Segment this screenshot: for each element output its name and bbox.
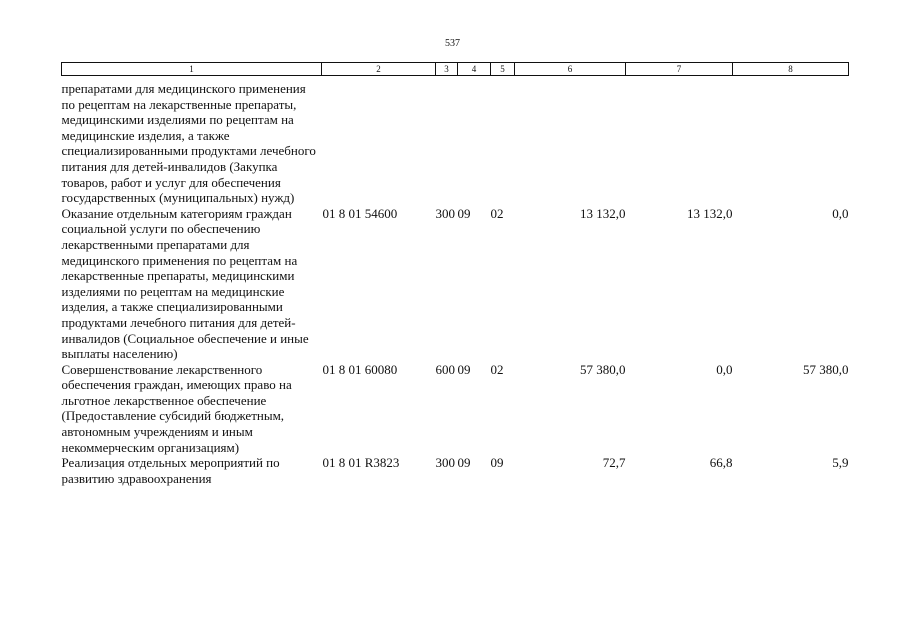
row-col-7: 13 132,0 xyxy=(687,205,733,221)
row-col-3: 300 xyxy=(435,455,455,471)
column-number-6: 6 xyxy=(515,63,626,76)
row-col-3: 600 xyxy=(435,361,455,377)
column-number-2: 2 xyxy=(322,63,436,76)
row-col-5: 02 xyxy=(490,205,504,221)
row-col-3: 300 xyxy=(435,205,455,221)
row-description: Совершенствование лекарственного обеспечения граждан, имеющих право на льготное лекарственное обеспечение (Предоставление субсидий бюджетным, автономным учреждениям и иным некоммерческим организациям) xyxy=(61,361,292,455)
row-description: препаратами для медицинского применения по рецептам на лекарственные препараты, медицинскими изделиями по рецептам на медицинские изделия, а также специализированными продуктами лечебного питания для детей-инвалидов (Закупка товаров, работ и услуг для обеспечения государственных (муниципальных) нужд) xyxy=(61,81,316,206)
row-col-5: 02 xyxy=(490,361,504,377)
page-number: 537 xyxy=(445,38,460,49)
table-row xyxy=(62,206,849,362)
budget-table xyxy=(61,62,849,486)
row-col-8: 57 380,0 xyxy=(803,361,849,377)
row-col-3 xyxy=(436,76,458,206)
row-col-4: 09 xyxy=(457,361,471,377)
table-row xyxy=(62,362,849,456)
row-col-7: 66,8 xyxy=(709,455,733,471)
row-col-6: 13 132,0 xyxy=(580,205,626,221)
table-row xyxy=(62,455,849,486)
column-number-3: 3 xyxy=(436,63,458,76)
table-header xyxy=(62,63,849,76)
row-code: 01 8 01 60080 xyxy=(322,361,398,377)
row-col-4: 09 xyxy=(457,205,471,221)
row-col-6: 57 380,0 xyxy=(580,361,626,377)
row-col-5: 09 xyxy=(490,455,504,471)
column-number-8: 8 xyxy=(733,63,849,76)
row-col-8 xyxy=(733,76,849,206)
row-description: Оказание отдельным категориям граждан социальной услуги по обеспечению лекарственными препаратами для медицинского применения по рецептам на лекарственные препараты, медицинскими изделиями по рецептам на медицинские изделия, а также специализированными продуктами лечебного питания для детей-инвалидов (Социальное обеспечение и иные выплаты населению) xyxy=(61,205,309,362)
column-number-7: 7 xyxy=(626,63,733,76)
row-col-6: 72,7 xyxy=(602,455,626,471)
row-col-7: 0,0 xyxy=(716,361,733,377)
column-number-1: 1 xyxy=(62,63,322,76)
row-code: 01 8 01 R3823 xyxy=(322,455,400,471)
row-code xyxy=(322,76,436,206)
row-description: Реализация отдельных мероприятий по развитию здравоохранения xyxy=(61,455,280,486)
table-row xyxy=(62,76,849,206)
row-col-8: 0,0 xyxy=(832,205,849,221)
row-col-8: 5,9 xyxy=(832,455,849,471)
row-col-6 xyxy=(515,76,626,206)
row-col-4 xyxy=(458,76,491,206)
row-code: 01 8 01 54600 xyxy=(322,205,398,221)
row-col-4: 09 xyxy=(457,455,471,471)
row-col-7 xyxy=(626,76,733,206)
column-number-5: 5 xyxy=(491,63,515,76)
column-number-4: 4 xyxy=(458,63,491,76)
row-col-5 xyxy=(491,76,515,206)
